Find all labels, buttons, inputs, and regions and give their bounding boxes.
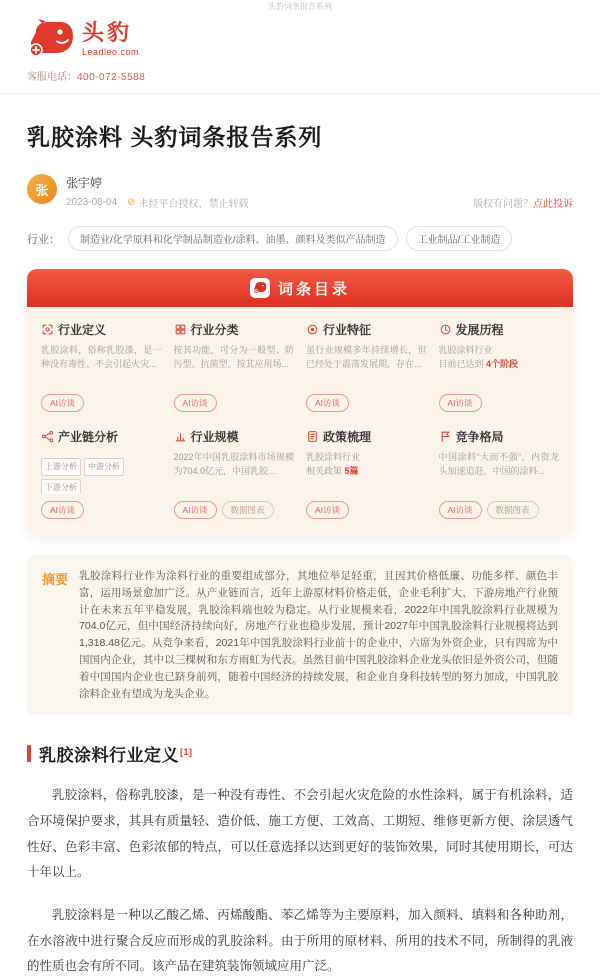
author-row — [27, 174, 573, 210]
ai-interview-button[interactable]: AI访谈 — [174, 394, 217, 412]
cell-line: 乳胶涂料行业 — [438, 345, 493, 355]
brand-name: 头豹 — [82, 20, 133, 45]
cell-title: 竞争格局 — [455, 430, 504, 444]
scale-icon — [174, 430, 187, 443]
industry-tag[interactable]: 工业制品/工业制造 — [406, 226, 513, 251]
directory-cell-chain[interactable] — [41, 428, 162, 519]
cell-desc — [41, 451, 162, 494]
data-chart-button[interactable]: 数据图表 — [222, 501, 274, 519]
entry-directory-card — [27, 269, 573, 535]
directory-cell-scale[interactable] — [174, 428, 295, 519]
cell-desc: 中国涂料“大而不强”，内资龙头加速追赶，中国的涂料... — [438, 452, 559, 476]
directory-cell-definition[interactable] — [41, 321, 162, 412]
directory-cell-history[interactable] — [439, 321, 560, 412]
cell-title: 发展历程 — [455, 323, 504, 337]
page-container — [0, 11, 600, 980]
copyright-complaint — [473, 195, 573, 210]
author-subline — [66, 195, 249, 210]
section-definition-heading — [27, 741, 573, 766]
stage-count: 4个阶段 — [486, 358, 519, 369]
chain-tag-midstream[interactable]: 中游分析 — [84, 458, 124, 476]
brand-text — [82, 19, 139, 57]
site-header — [27, 11, 573, 83]
cell-line: 目前已达到 4个阶段 — [438, 358, 519, 369]
ai-interview-button[interactable]: AI访谈 — [41, 501, 84, 519]
publish-date: 2023-08-04 — [66, 197, 118, 208]
section-accent-bar — [27, 745, 31, 762]
ai-interview-button[interactable]: AI访谈 — [439, 501, 482, 519]
policy-icon — [306, 430, 319, 443]
cell-title: 行业定义 — [58, 323, 107, 337]
no-reproduction-icon: ⊘ — [127, 197, 136, 208]
author-avatar[interactable]: 张 — [27, 174, 57, 204]
copyright-question: 版权有问题？ — [473, 199, 533, 210]
cell-desc — [306, 451, 427, 494]
abstract-block — [27, 555, 573, 715]
chain-tag-upstream[interactable]: 上游分析 — [41, 458, 81, 476]
complaint-link[interactable]: 点此投诉 — [533, 199, 573, 210]
cell-desc: 乳胶涂料，俗称乳胶漆，是一种没有毒性、不会引起火灾... — [41, 345, 162, 369]
cell-title: 行业分类 — [190, 323, 239, 337]
cell-desc: 2022年中国乳胶涂料市场规模为704.0亿元，中国乳胶... — [173, 452, 294, 476]
industry-row — [27, 226, 573, 251]
section-title: 乳胶涂料行业定义[1] — [39, 746, 193, 766]
citation-ref[interactable]: [1] — [180, 746, 193, 757]
directory-grid — [27, 307, 573, 535]
definition-icon — [41, 323, 54, 336]
cell-title: 行业规模 — [190, 430, 239, 444]
industry-tag[interactable]: 制造业/化学原料和化学制品制造业/涂料、油墨、颜料及类似产品制造 — [68, 226, 398, 251]
ai-interview-button[interactable]: AI访谈 — [306, 501, 349, 519]
cell-desc: 虽行业规模多年持续增长，但已经处于震荡发展期，存在... — [306, 345, 427, 369]
directory-title: 词条目录 — [277, 280, 350, 298]
definition-paragraph-1: 乳胶涂料，俗称乳胶漆，是一种没有毒性、不会引起火灾危险的水性涂料，属于有机涂料，适合环境保护要求，其具有质量轻、造价低、施工方便、工效高、工期短、维修更新方便、涂层透气性好、色彩丰富、色彩浓郁的特点，可以任意选择以达到更好的装饰效果，同时其使用期长，可达十年以上。 — [27, 788, 573, 880]
service-phone-row — [27, 68, 573, 83]
ai-interview-button[interactable]: AI访谈 — [439, 394, 482, 412]
abstract-text: 乳胶涂料行业作为涂料行业的重要组成部分，其地位举足轻重，且因其价格低廉、功能多样、颜色丰富，运用场景愈加广泛。从产业链而言，近年上游原材料价格走低，企业毛利扩大，下游房地产行业预计在未来五年平稳发展，乳胶涂料端也较为稳定。从行业规模来看，2022年中国乳胶涂料行业规模为704.0亿元，但中国经济持续向好，房地产行业也稳步发展，预计2027年中国乳胶涂料行业规模将达到1,318.48亿元。从竞争来看，2021年中国乳胶涂料行业前十的企业中，六席为外资企业，只有四席为中国国内企业，其中以三棵树和东方雨虹为代表。虽然目前中国乳胶涂料企业龙头依旧是外资公司，但随着中国国内企业也已跻身前列，随着中国经济的持续发展，和企业自身科技转型的努力加成，中国乳胶涂料企业有望成为龙头企业。 — [79, 570, 558, 700]
directory-cell-classification[interactable] — [174, 321, 295, 412]
competition-icon — [439, 430, 452, 443]
ai-interview-button[interactable]: AI访谈 — [306, 394, 349, 412]
classification-icon — [174, 323, 187, 336]
service-phone-label: 客服电话： — [27, 72, 77, 83]
policy-count: 5篇 — [344, 465, 359, 476]
header-divider — [0, 93, 600, 94]
chain-icon — [41, 430, 54, 443]
page-title: 乳胶涂料 头豹词条报告系列 — [27, 124, 323, 150]
abstract-label: 摘要 — [42, 572, 69, 587]
author-name[interactable]: 张宇婷 — [66, 176, 103, 190]
history-icon — [439, 323, 452, 336]
brand-domain: Leadleo.com — [82, 47, 140, 58]
cell-title: 行业特征 — [323, 323, 372, 337]
cell-line: 乳胶涂料行业 — [306, 452, 361, 462]
author-meta — [66, 174, 249, 210]
cell-line: 相关政策 5篇 — [306, 465, 359, 476]
industry-label: 行业： — [27, 233, 60, 246]
directory-cell-policy[interactable] — [306, 428, 427, 519]
directory-header — [27, 269, 573, 307]
license-notice-text: 未经平台授权，禁止转载 — [138, 199, 249, 210]
feature-icon — [306, 323, 319, 336]
brand-logo[interactable] — [27, 19, 573, 59]
license-notice — [127, 195, 248, 210]
top-page-note: 头豹词条报告系列 — [268, 2, 332, 11]
chain-tag-downstream[interactable]: 下游分析 — [41, 479, 81, 494]
directory-cell-competition[interactable] — [439, 428, 560, 519]
definition-paragraph-2: 乳胶涂料是一种以乙酸乙烯、丙烯酸酯、苯乙烯等为主要原料，加入颜料、填料和各种助剂，在水溶液中进行聚合反应而形成的乳胶涂料。由于所用的原材料、所用的技术不同，所制得的乳液的性质也会有所不同。该产品在建筑装饰领域应用广泛。 — [27, 907, 573, 974]
ai-interview-button[interactable]: AI访谈 — [41, 394, 84, 412]
cell-title: 产业链分析 — [58, 430, 119, 444]
directory-cell-features[interactable] — [306, 321, 427, 412]
leadleo-leopard-icon — [27, 19, 75, 59]
cell-desc — [439, 344, 560, 387]
cell-title: 政策梳理 — [323, 430, 372, 444]
data-chart-button[interactable]: 数据图表 — [487, 501, 539, 519]
ai-interview-button[interactable]: AI访谈 — [174, 501, 217, 519]
leadleo-mini-logo-icon — [250, 278, 270, 298]
cell-desc: 按其功能，可分为一般型、防污型、抗菌型。按其应用场... — [173, 345, 294, 369]
service-phone-number: 400-072-5588 — [77, 72, 146, 83]
